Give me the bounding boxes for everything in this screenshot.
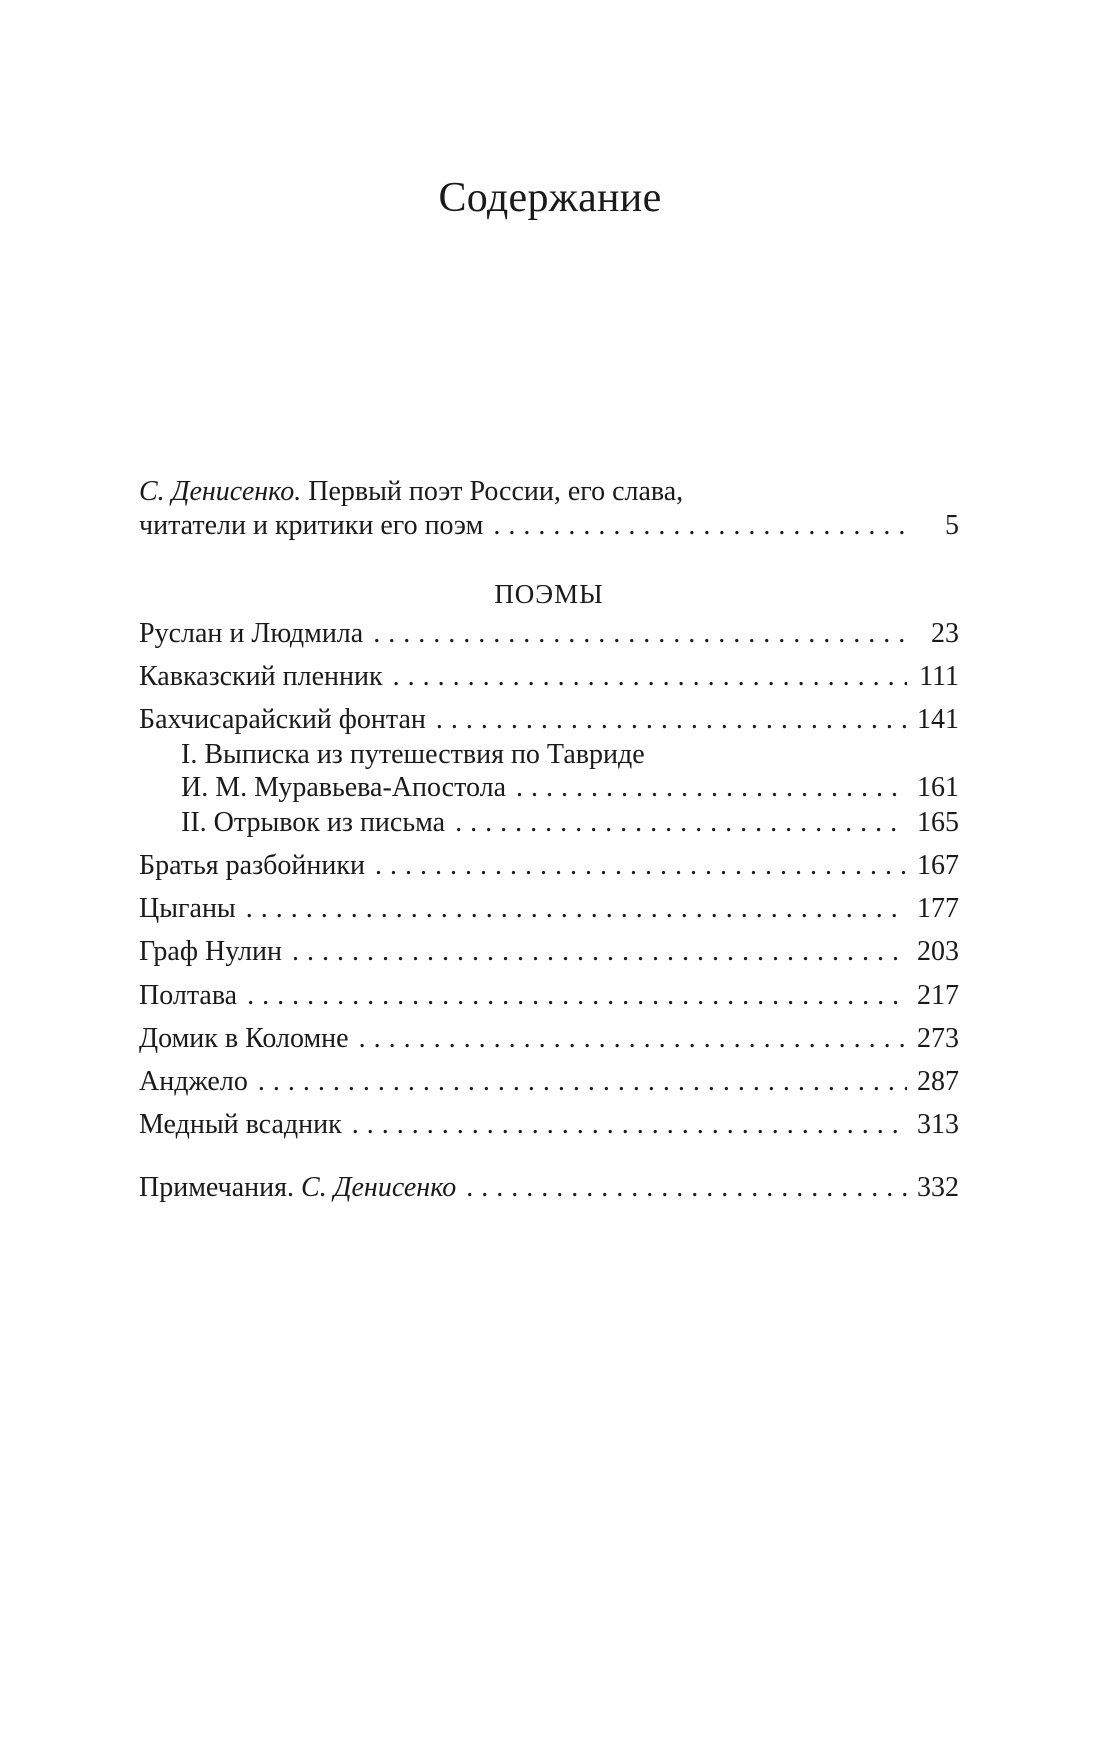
entry-page-number: 161	[917, 772, 959, 803]
entry-title: Бахчисарайский фонтан	[139, 704, 426, 735]
dot-leader	[352, 1107, 907, 1143]
entry-title	[139, 1170, 456, 1206]
dot-leader	[258, 1064, 907, 1100]
dot-leader	[393, 659, 907, 695]
dot-leader	[493, 508, 907, 544]
section-heading: ПОЭМЫ	[494, 579, 604, 609]
toc-entry-intro-line2[interactable]	[139, 508, 959, 544]
toc-entry-notes[interactable]	[139, 1170, 959, 1206]
entry-title: Руслан и Людмила	[139, 618, 364, 649]
toc-entry[interactable]	[139, 848, 959, 884]
entry-author: С. Денисенко	[301, 1172, 457, 1203]
dot-leader	[359, 1021, 907, 1057]
dot-leader	[292, 934, 907, 970]
dot-leader	[436, 702, 907, 738]
entry-title: Граф Нулин	[139, 936, 282, 967]
entry-title: Анджело	[139, 1066, 248, 1097]
entry-page-number: 287	[917, 1066, 959, 1097]
toc-entry[interactable]	[139, 934, 959, 970]
toc-entry[interactable]	[139, 659, 959, 695]
dot-leader	[375, 848, 907, 884]
entry-page-number: 5	[945, 510, 959, 541]
entry-title: И. М. Муравьева-Апостола	[181, 772, 506, 803]
entry-page-number: 332	[917, 1172, 959, 1203]
entry-page-number: 273	[917, 1023, 959, 1054]
entry-title: Полтава	[139, 980, 238, 1011]
toc-entry[interactable]	[139, 1107, 959, 1143]
entry-title: I. Выписка из путешествия по Тавриде	[181, 739, 645, 770]
notes-title: Примечания.	[139, 1172, 302, 1203]
entry-page-number: 313	[917, 1109, 959, 1140]
entry-page-number: 165	[917, 807, 959, 838]
entry-title: Медный всадник	[139, 1109, 342, 1140]
entry-page-number: 177	[917, 893, 959, 924]
entry-author: С. Денисенко.	[139, 476, 302, 507]
entry-page-number: 111	[919, 661, 959, 692]
entry-page-number: 203	[917, 936, 959, 967]
toc-entry-intro-line1[interactable]	[139, 474, 683, 510]
dot-leader	[466, 1170, 907, 1206]
dot-leader	[247, 978, 907, 1014]
entry-title: Первый поэт России, его слава,	[301, 476, 684, 507]
toc-subentry-line1[interactable]	[181, 737, 645, 773]
toc-entry[interactable]	[139, 891, 959, 927]
dot-leader	[373, 616, 907, 652]
toc-entry[interactable]	[139, 1064, 959, 1100]
dot-leader	[246, 891, 907, 927]
toc-entry[interactable]	[139, 1021, 959, 1057]
dot-leader	[516, 770, 907, 806]
dot-leader	[455, 805, 907, 841]
entry-page-number: 167	[917, 850, 959, 881]
entry-page-number: 141	[917, 704, 959, 735]
entry-page-number: 217	[917, 980, 959, 1011]
entry-title: II. Отрывок из письма	[181, 807, 446, 838]
toc-subentry-line2[interactable]	[181, 770, 959, 806]
entry-title: Братья разбойники	[139, 850, 365, 881]
entry-title: читатели и критики его поэм	[139, 510, 484, 541]
toc-entry[interactable]	[139, 616, 959, 652]
entry-title: Домик в Коломне	[139, 1023, 349, 1054]
toc-subentry[interactable]	[181, 805, 959, 841]
entry-page-number: 23	[931, 618, 959, 649]
toc-entry[interactable]	[139, 978, 959, 1014]
page-title: Содержание	[438, 175, 662, 221]
entry-title: Кавказский пленник	[139, 661, 383, 692]
entry-title: Цыганы	[139, 893, 236, 924]
toc-entry[interactable]	[139, 702, 959, 738]
